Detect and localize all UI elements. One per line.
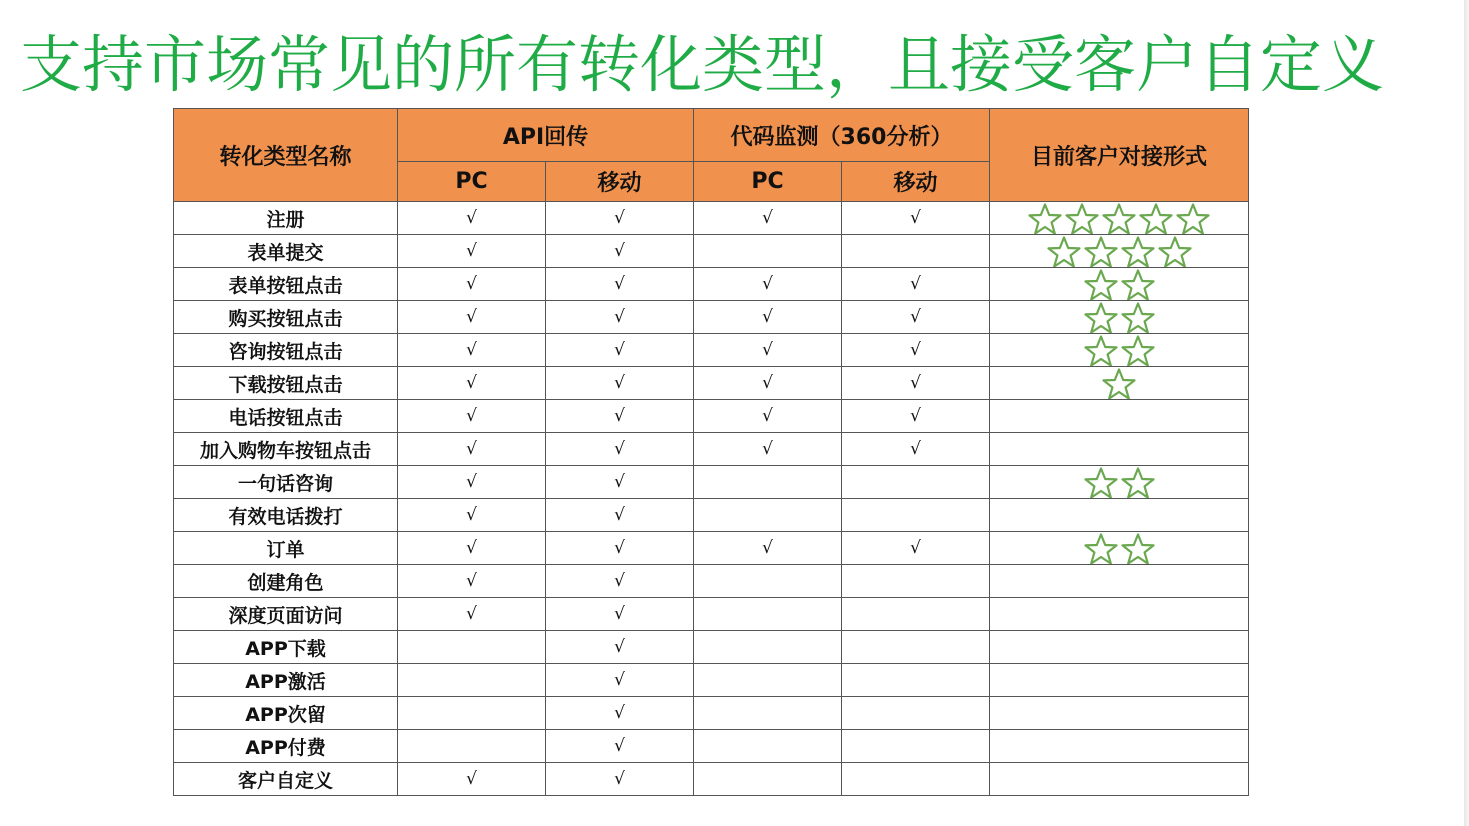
support-check-api-mobile: √	[546, 235, 694, 268]
support-check-code-pc: √	[694, 400, 842, 433]
support-check-api-mobile: √	[546, 664, 694, 697]
customer-rating-cell	[990, 697, 1249, 730]
support-check-code-mobile	[842, 697, 990, 730]
customer-rating-cell	[990, 433, 1249, 466]
conversion-type-name: 深度页面访问	[174, 598, 398, 631]
support-check-api-mobile: √	[546, 400, 694, 433]
support-check-code-mobile: √	[842, 367, 990, 400]
support-check-code-mobile: √	[842, 268, 990, 301]
star-icon	[1083, 236, 1119, 268]
table-row	[174, 763, 1249, 796]
support-check-api-pc: √	[398, 202, 546, 235]
star-icon	[1157, 236, 1193, 268]
support-check-code-pc	[694, 499, 842, 532]
support-check-api-mobile: √	[546, 202, 694, 235]
support-check-api-pc	[398, 730, 546, 763]
support-check-api-pc: √	[398, 598, 546, 631]
star-icon	[1120, 302, 1156, 334]
support-check-api-mobile: √	[546, 367, 694, 400]
support-check-code-mobile	[842, 763, 990, 796]
conversion-type-name: 创建角色	[174, 565, 398, 598]
support-check-code-mobile	[842, 598, 990, 631]
support-check-code-mobile: √	[842, 532, 990, 565]
star-rating	[990, 467, 1248, 499]
customer-rating-cell	[990, 367, 1249, 400]
table-row	[174, 466, 1249, 499]
star-icon	[1027, 203, 1063, 235]
support-check-api-pc: √	[398, 466, 546, 499]
star-icon	[1120, 335, 1156, 367]
header-code-mobile: 移动	[842, 162, 990, 202]
customer-rating-cell	[990, 400, 1249, 433]
support-check-code-pc	[694, 235, 842, 268]
table-header-row	[174, 109, 1249, 162]
support-check-api-pc	[398, 664, 546, 697]
customer-rating-cell	[990, 202, 1249, 235]
support-check-code-pc	[694, 730, 842, 763]
table-row	[174, 235, 1249, 268]
conversion-type-name: 表单提交	[174, 235, 398, 268]
table-row	[174, 499, 1249, 532]
star-icon	[1083, 269, 1119, 301]
customer-rating-cell	[990, 763, 1249, 796]
header-api-group: API回传	[398, 109, 694, 162]
support-check-code-mobile	[842, 466, 990, 499]
customer-rating-cell	[990, 466, 1249, 499]
conversion-type-name: 有效电话拨打	[174, 499, 398, 532]
support-check-code-pc	[694, 598, 842, 631]
customer-rating-cell	[990, 235, 1249, 268]
table-body	[174, 202, 1249, 796]
customer-rating-cell	[990, 301, 1249, 334]
table-row	[174, 565, 1249, 598]
support-check-code-pc	[694, 631, 842, 664]
customer-rating-cell	[990, 268, 1249, 301]
conversion-type-name: 咨询按钮点击	[174, 334, 398, 367]
support-check-api-pc: √	[398, 301, 546, 334]
support-check-code-mobile	[842, 730, 990, 763]
star-icon	[1138, 203, 1174, 235]
header-code-pc: PC	[694, 162, 842, 202]
conversion-type-name: 客户自定义	[174, 763, 398, 796]
support-check-api-pc: √	[398, 499, 546, 532]
support-check-api-mobile: √	[546, 268, 694, 301]
table-row	[174, 367, 1249, 400]
support-check-code-mobile	[842, 499, 990, 532]
support-check-code-mobile	[842, 565, 990, 598]
conversion-type-name: 注册	[174, 202, 398, 235]
support-check-code-pc	[694, 697, 842, 730]
star-icon	[1120, 269, 1156, 301]
header-code-group: 代码监测（360分析）	[694, 109, 990, 162]
support-check-code-pc: √	[694, 367, 842, 400]
support-check-code-pc: √	[694, 433, 842, 466]
support-check-code-pc: √	[694, 202, 842, 235]
star-rating	[990, 335, 1248, 367]
star-icon	[1120, 467, 1156, 499]
support-check-api-mobile: √	[546, 433, 694, 466]
table-row	[174, 334, 1249, 367]
table-row	[174, 202, 1249, 235]
page-title: 支持市场常见的所有转化类型，且接受客户自定义	[20, 28, 1385, 101]
table-row	[174, 400, 1249, 433]
support-check-code-pc: √	[694, 301, 842, 334]
conversion-type-name: 购买按钮点击	[174, 301, 398, 334]
conversion-type-name: 表单按钮点击	[174, 268, 398, 301]
conversion-type-name: APP付费	[174, 730, 398, 763]
table-row	[174, 532, 1249, 565]
star-icon	[1120, 533, 1156, 565]
support-check-api-pc: √	[398, 532, 546, 565]
table-row	[174, 268, 1249, 301]
support-check-api-mobile: √	[546, 334, 694, 367]
table-row	[174, 697, 1249, 730]
star-rating	[990, 236, 1248, 268]
star-icon	[1083, 533, 1119, 565]
support-check-api-pc: √	[398, 433, 546, 466]
conversion-type-name: APP下载	[174, 631, 398, 664]
support-check-api-mobile: √	[546, 466, 694, 499]
conversion-type-name: APP次留	[174, 697, 398, 730]
support-check-code-pc: √	[694, 532, 842, 565]
header-api-pc: PC	[398, 162, 546, 202]
support-check-api-mobile: √	[546, 565, 694, 598]
support-check-api-pc: √	[398, 763, 546, 796]
conversion-type-name: 加入购物车按钮点击	[174, 433, 398, 466]
support-check-code-mobile: √	[842, 202, 990, 235]
header-customer-integration: 目前客户对接形式	[990, 109, 1249, 202]
support-check-api-pc: √	[398, 400, 546, 433]
support-check-api-pc: √	[398, 334, 546, 367]
support-check-code-mobile	[842, 235, 990, 268]
star-icon	[1101, 368, 1137, 400]
star-icon	[1120, 236, 1156, 268]
support-check-code-pc	[694, 466, 842, 499]
support-check-api-pc	[398, 697, 546, 730]
star-icon	[1064, 203, 1100, 235]
support-check-code-mobile: √	[842, 301, 990, 334]
support-check-code-pc	[694, 664, 842, 697]
support-check-code-pc	[694, 565, 842, 598]
table-row	[174, 433, 1249, 466]
support-check-api-mobile: √	[546, 730, 694, 763]
support-check-api-mobile: √	[546, 499, 694, 532]
header-conversion-name: 转化类型名称	[174, 109, 398, 202]
support-check-api-pc	[398, 631, 546, 664]
star-icon	[1083, 335, 1119, 367]
support-check-api-pc: √	[398, 367, 546, 400]
support-check-code-mobile: √	[842, 400, 990, 433]
conversion-type-name: 电话按钮点击	[174, 400, 398, 433]
table-row	[174, 664, 1249, 697]
header-api-mobile: 移动	[546, 162, 694, 202]
customer-rating-cell	[990, 334, 1249, 367]
table-row	[174, 631, 1249, 664]
support-check-code-pc	[694, 763, 842, 796]
support-check-api-mobile: √	[546, 631, 694, 664]
star-rating	[990, 302, 1248, 334]
support-check-api-pc: √	[398, 565, 546, 598]
table-row	[174, 301, 1249, 334]
star-icon	[1083, 302, 1119, 334]
conversion-type-table	[173, 108, 1249, 796]
slide-edge-shadow	[1464, 0, 1469, 826]
star-rating	[990, 269, 1248, 301]
table-row	[174, 730, 1249, 763]
star-rating	[990, 533, 1248, 565]
star-icon	[1101, 203, 1137, 235]
customer-rating-cell	[990, 499, 1249, 532]
support-check-api-mobile: √	[546, 697, 694, 730]
conversion-type-name: 订单	[174, 532, 398, 565]
support-check-code-mobile	[842, 631, 990, 664]
customer-rating-cell	[990, 532, 1249, 565]
star-icon	[1083, 467, 1119, 499]
support-check-api-mobile: √	[546, 301, 694, 334]
support-check-code-mobile	[842, 664, 990, 697]
customer-rating-cell	[990, 664, 1249, 697]
customer-rating-cell	[990, 631, 1249, 664]
customer-rating-cell	[990, 565, 1249, 598]
star-rating	[990, 368, 1248, 400]
support-check-api-pc: √	[398, 268, 546, 301]
support-check-code-pc: √	[694, 334, 842, 367]
support-check-api-mobile: √	[546, 598, 694, 631]
support-check-code-pc: √	[694, 268, 842, 301]
support-check-code-mobile: √	[842, 334, 990, 367]
star-icon	[1046, 236, 1082, 268]
star-icon	[1175, 203, 1211, 235]
star-rating	[990, 203, 1248, 235]
support-check-api-mobile: √	[546, 532, 694, 565]
support-check-code-mobile: √	[842, 433, 990, 466]
customer-rating-cell	[990, 598, 1249, 631]
conversion-type-name: APP激活	[174, 664, 398, 697]
support-check-api-mobile: √	[546, 763, 694, 796]
table-row	[174, 598, 1249, 631]
customer-rating-cell	[990, 730, 1249, 763]
conversion-type-name: 下载按钮点击	[174, 367, 398, 400]
conversion-type-name: 一句话咨询	[174, 466, 398, 499]
support-check-api-pc: √	[398, 235, 546, 268]
